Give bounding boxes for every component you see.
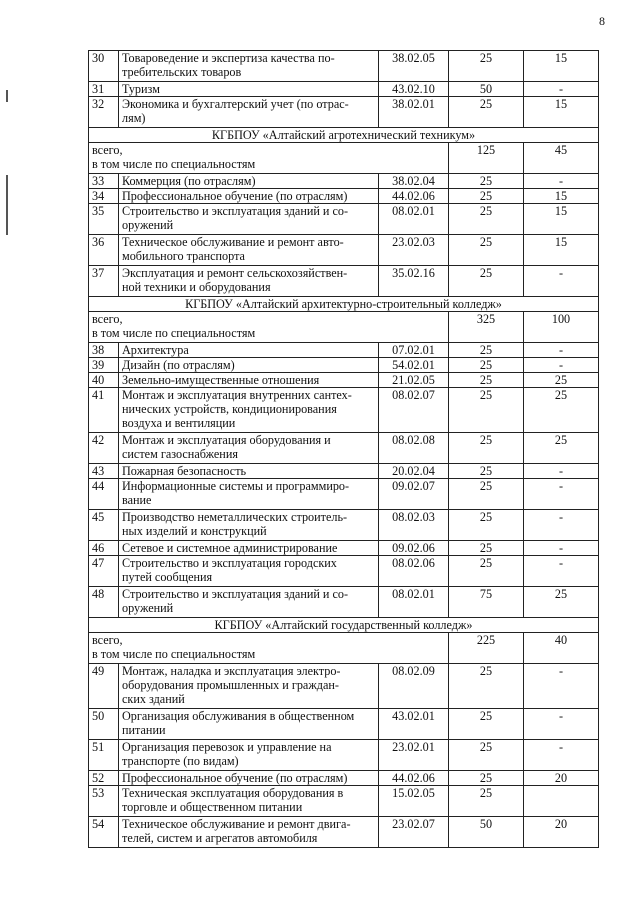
specialty-name: Архитектура	[119, 343, 379, 358]
total-col-b: 40	[524, 633, 599, 664]
table-row	[89, 343, 599, 358]
specialty-code: 35.02.16	[379, 266, 449, 297]
col-b-value: -	[524, 556, 599, 587]
col-b-value: 15	[524, 204, 599, 235]
specialty-code: 08.02.01	[379, 204, 449, 235]
col-b-value: -	[524, 541, 599, 556]
col-b-value: -	[524, 479, 599, 510]
col-a-value: 25	[449, 373, 524, 388]
col-a-value: 25	[449, 786, 524, 817]
table-row	[89, 189, 599, 204]
specialty-code: 07.02.01	[379, 343, 449, 358]
specialty-name: Сетевое и системное администрирование	[119, 541, 379, 556]
table-row	[89, 358, 599, 373]
specialty-name: Производство неметаллических строитель- ных изделий и конструкций	[119, 510, 379, 541]
total-row	[89, 143, 599, 174]
specialty-name: Коммерция (по отраслям)	[119, 174, 379, 189]
col-a-value: 25	[449, 541, 524, 556]
col-a-value: 25	[449, 343, 524, 358]
col-a-value: 25	[449, 771, 524, 786]
specialty-name: Туризм	[119, 82, 379, 97]
col-b-value: -	[524, 709, 599, 740]
table-row	[89, 464, 599, 479]
table-row	[89, 740, 599, 771]
specialty-code: 43.02.01	[379, 709, 449, 740]
col-b-value: 20	[524, 771, 599, 786]
col-b-value: 25	[524, 373, 599, 388]
table-row	[89, 97, 599, 128]
col-b-value: -	[524, 174, 599, 189]
col-b-value: -	[524, 358, 599, 373]
specialty-name: Организация обслуживания в общественном питании	[119, 709, 379, 740]
specialty-name: Экономика и бухгалтерский учет (по отрас- лям)	[119, 97, 379, 128]
row-number: 51	[89, 740, 119, 771]
specialty-name: Техническое обслуживание и ремонт авто- мобильного транспорта	[119, 235, 379, 266]
table-row	[89, 204, 599, 235]
col-b-value: -	[524, 510, 599, 541]
specialty-code: 44.02.06	[379, 189, 449, 204]
row-number: 42	[89, 433, 119, 464]
col-a-value: 25	[449, 709, 524, 740]
row-number: 41	[89, 388, 119, 433]
table-row	[89, 479, 599, 510]
specialty-code: 08.02.01	[379, 587, 449, 618]
specialty-name: Товароведение и экспертиза качества по- требительских товаров	[119, 51, 379, 82]
total-row	[89, 633, 599, 664]
specialty-code: 38.02.05	[379, 51, 449, 82]
binding-mark	[6, 175, 8, 235]
specialty-code: 38.02.04	[379, 174, 449, 189]
row-number: 45	[89, 510, 119, 541]
row-number: 34	[89, 189, 119, 204]
col-a-value: 25	[449, 235, 524, 266]
col-b-value: 15	[524, 235, 599, 266]
specialty-name: Профессиональное обучение (по отраслям)	[119, 771, 379, 786]
specialty-code: 23.02.03	[379, 235, 449, 266]
specialty-name: Строительство и эксплуатация городских путей сообщения	[119, 556, 379, 587]
col-a-value: 50	[449, 82, 524, 97]
row-number: 32	[89, 97, 119, 128]
table-row	[89, 587, 599, 618]
specialty-code: 23.02.01	[379, 740, 449, 771]
row-number: 38	[89, 343, 119, 358]
table-row	[89, 510, 599, 541]
binding-mark	[6, 90, 8, 102]
specialty-code: 15.02.05	[379, 786, 449, 817]
specialty-code: 54.02.01	[379, 358, 449, 373]
col-a-value: 25	[449, 556, 524, 587]
row-number: 46	[89, 541, 119, 556]
specialty-name: Строительство и эксплуатация зданий и со- оружений	[119, 587, 379, 618]
col-a-value: 25	[449, 510, 524, 541]
col-a-value: 25	[449, 51, 524, 82]
col-b-value: -	[524, 740, 599, 771]
table-row	[89, 235, 599, 266]
col-a-value: 25	[449, 174, 524, 189]
col-b-value: 15	[524, 51, 599, 82]
specialty-name: Информационные системы и программиро- вание	[119, 479, 379, 510]
section-header-row	[89, 618, 599, 633]
row-number: 43	[89, 464, 119, 479]
row-number: 33	[89, 174, 119, 189]
total-col-a: 125	[449, 143, 524, 174]
specialty-code: 44.02.06	[379, 771, 449, 786]
row-number: 37	[89, 266, 119, 297]
specialty-code: 09.02.07	[379, 479, 449, 510]
specialty-name: Земельно-имущественные отношения	[119, 373, 379, 388]
col-b-value: -	[524, 664, 599, 709]
table-row	[89, 541, 599, 556]
table-row	[89, 771, 599, 786]
specialty-code: 08.02.03	[379, 510, 449, 541]
total-label: всего, в том числе по специальностям	[89, 143, 449, 174]
row-number: 39	[89, 358, 119, 373]
col-b-value: 25	[524, 587, 599, 618]
table-row	[89, 709, 599, 740]
table-row	[89, 373, 599, 388]
table-row	[89, 388, 599, 433]
col-b-value: -	[524, 82, 599, 97]
col-b-value: -	[524, 343, 599, 358]
table-row	[89, 786, 599, 817]
specialty-code: 08.02.08	[379, 433, 449, 464]
table-row	[89, 266, 599, 297]
specialty-code: 43.02.10	[379, 82, 449, 97]
row-number: 48	[89, 587, 119, 618]
row-number: 36	[89, 235, 119, 266]
col-a-value: 50	[449, 817, 524, 848]
specialty-name: Дизайн (по отраслям)	[119, 358, 379, 373]
row-number: 52	[89, 771, 119, 786]
col-a-value: 25	[449, 189, 524, 204]
table-row	[89, 82, 599, 97]
table-row	[89, 664, 599, 709]
table-row	[89, 174, 599, 189]
row-number: 30	[89, 51, 119, 82]
col-b-value: 15	[524, 189, 599, 204]
total-col-b: 100	[524, 312, 599, 343]
row-number: 50	[89, 709, 119, 740]
section-title: КГБПОУ «Алтайский государственный колледж»	[89, 618, 599, 633]
total-label: всего, в том числе по специальностям	[89, 312, 449, 343]
specialty-name: Техническое обслуживание и ремонт двига- телей, систем и агрегатов автомобиля	[119, 817, 379, 848]
row-number: 53	[89, 786, 119, 817]
col-a-value: 25	[449, 358, 524, 373]
specialty-name: Строительство и эксплуатация зданий и со- оружений	[119, 204, 379, 235]
total-col-a: 325	[449, 312, 524, 343]
col-a-value: 25	[449, 388, 524, 433]
section-header-row	[89, 128, 599, 143]
specialty-name: Монтаж, наладка и эксплуатация электро- оборудования промышленных и граждан- ских зданий	[119, 664, 379, 709]
table-row	[89, 817, 599, 848]
row-number: 49	[89, 664, 119, 709]
section-title: КГБПОУ «Алтайский архитектурно-строительный колледж»	[89, 297, 599, 312]
col-a-value: 25	[449, 740, 524, 771]
col-a-value: 25	[449, 266, 524, 297]
specialty-code: 08.02.06	[379, 556, 449, 587]
row-number: 35	[89, 204, 119, 235]
specialty-code: 20.02.04	[379, 464, 449, 479]
table-row	[89, 433, 599, 464]
col-a-value: 25	[449, 97, 524, 128]
total-row	[89, 312, 599, 343]
col-b-value: 25	[524, 388, 599, 433]
col-b-value	[524, 786, 599, 817]
specialty-name: Монтаж и эксплуатация внутренних сантех- нических устройств, кондиционирования воздуха и вентиляции	[119, 388, 379, 433]
col-b-value: 25	[524, 433, 599, 464]
specialties-table	[88, 50, 599, 848]
specialty-code: 08.02.09	[379, 664, 449, 709]
col-b-value: 15	[524, 97, 599, 128]
specialty-name: Эксплуатация и ремонт сельскохозяйствен- ной техники и оборудования	[119, 266, 379, 297]
page-number: 8	[599, 14, 605, 28]
col-a-value: 25	[449, 479, 524, 510]
col-a-value: 25	[449, 433, 524, 464]
specialty-name: Профессиональное обучение (по отраслям)	[119, 189, 379, 204]
table-row	[89, 51, 599, 82]
total-col-a: 225	[449, 633, 524, 664]
row-number: 40	[89, 373, 119, 388]
specialty-code: 38.02.01	[379, 97, 449, 128]
total-col-b: 45	[524, 143, 599, 174]
col-b-value: -	[524, 464, 599, 479]
row-number: 44	[89, 479, 119, 510]
specialty-code: 21.02.05	[379, 373, 449, 388]
col-a-value: 25	[449, 464, 524, 479]
col-b-value: -	[524, 266, 599, 297]
specialty-code: 09.02.06	[379, 541, 449, 556]
col-a-value: 75	[449, 587, 524, 618]
specialty-name: Техническая эксплуатация оборудования в торговле и общественном питании	[119, 786, 379, 817]
total-label: всего, в том числе по специальностям	[89, 633, 449, 664]
col-b-value: 20	[524, 817, 599, 848]
row-number: 47	[89, 556, 119, 587]
col-a-value: 25	[449, 204, 524, 235]
row-number: 54	[89, 817, 119, 848]
section-title: КГБПОУ «Алтайский агротехнический техникум»	[89, 128, 599, 143]
table-row	[89, 556, 599, 587]
col-a-value: 25	[449, 664, 524, 709]
specialty-name: Организация перевозок и управление на транспорте (по видам)	[119, 740, 379, 771]
section-header-row	[89, 297, 599, 312]
row-number: 31	[89, 82, 119, 97]
specialty-name: Монтаж и эксплуатация оборудования и систем газоснабжения	[119, 433, 379, 464]
specialty-code: 08.02.07	[379, 388, 449, 433]
specialty-name: Пожарная безопасность	[119, 464, 379, 479]
specialty-code: 23.02.07	[379, 817, 449, 848]
